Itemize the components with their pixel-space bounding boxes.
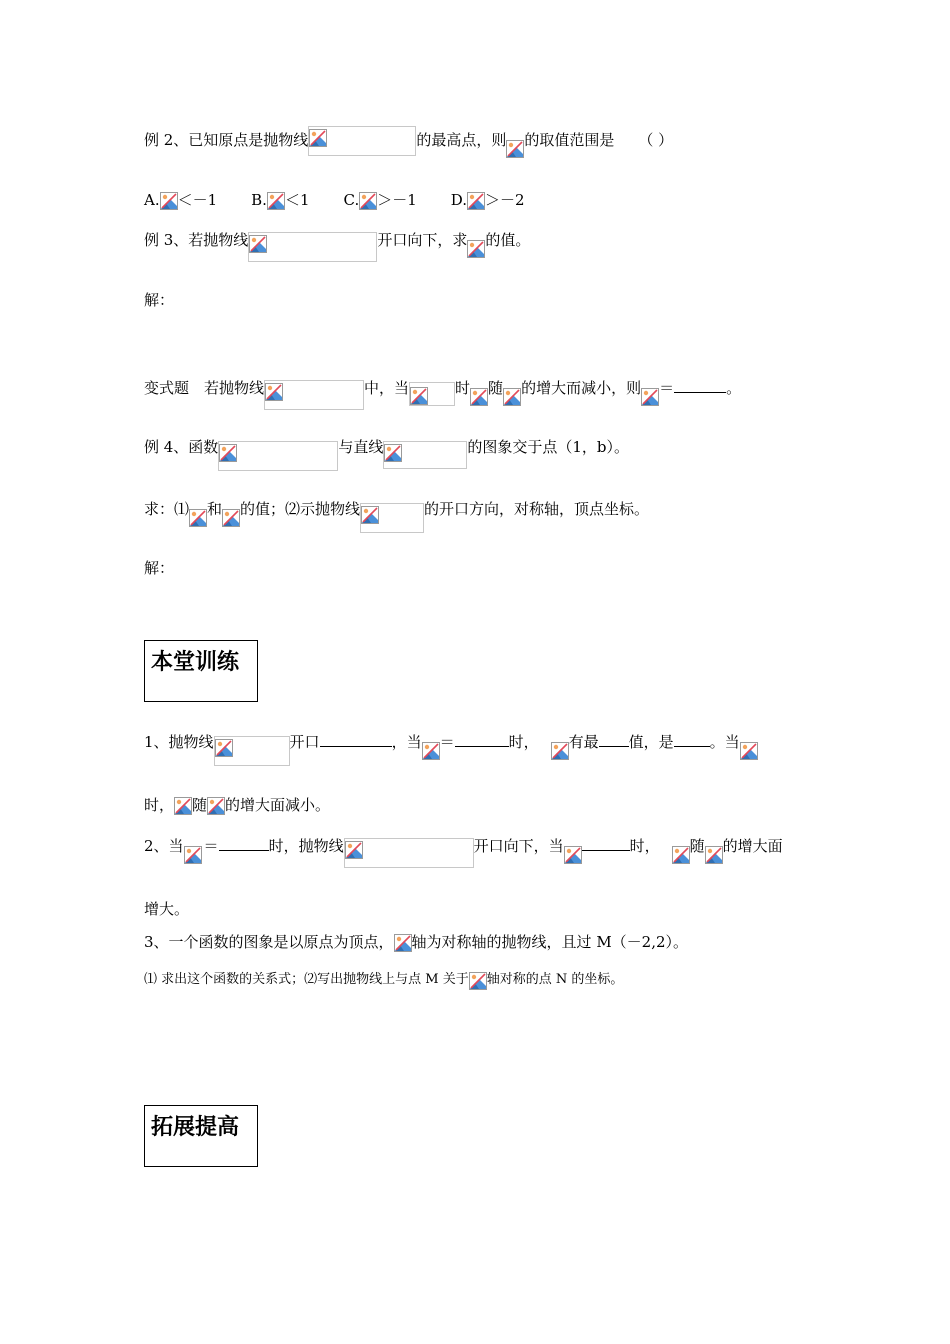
- formula-image: [359, 192, 377, 220]
- broken-image-icon: [189, 509, 207, 527]
- broken-image-icon: [422, 742, 440, 760]
- broken-image-icon: [222, 509, 240, 527]
- answer-paren: （ ）: [638, 131, 674, 149]
- formula-image: [641, 380, 659, 408]
- variant-text: 的增大而减小，则: [521, 379, 642, 397]
- variant-text: 时: [455, 379, 471, 397]
- exercise-1-text: ，当: [391, 733, 422, 751]
- exercise-2-line-2: 增大。: [144, 900, 190, 918]
- solution-label: 解：: [144, 291, 175, 309]
- answer-blank: [599, 732, 629, 747]
- example-3-text: 开口向下，求: [377, 231, 468, 249]
- broken-image-icon: [249, 235, 267, 253]
- exercise-3-text: 轴对称的点 N 的坐标。: [486, 972, 624, 987]
- broken-image-icon: [672, 846, 690, 864]
- example-3-line: [144, 230, 530, 264]
- exercise-2-text: 开口向下，当: [473, 837, 564, 855]
- section-heading: 拓展提高: [144, 1105, 258, 1167]
- formula-image: [174, 797, 192, 825]
- answer-blank: [219, 836, 269, 851]
- formula-image: [394, 934, 412, 962]
- broken-image-icon: [564, 846, 582, 864]
- exercise-2-text: 时，: [629, 837, 660, 855]
- option-c-label: C.: [343, 191, 360, 209]
- broken-image-icon: [551, 742, 569, 760]
- exercise-2-text: ＝: [203, 837, 219, 855]
- formula-image: [264, 380, 364, 410]
- formula-image: [470, 380, 488, 408]
- example-4-text: 与直线: [338, 438, 384, 456]
- formula-image: [207, 797, 225, 825]
- exercise-1-text: ＝: [439, 733, 455, 751]
- options-line: [144, 190, 525, 224]
- broken-image-icon: [641, 388, 659, 406]
- broken-image-icon: [309, 129, 327, 147]
- option-c-text: ＞－1: [377, 191, 417, 209]
- exercise-3-text: 轴为对称轴的抛物线，且过 M（－2,2）。: [411, 933, 689, 951]
- section-heading: 本堂训练: [144, 640, 258, 702]
- formula-image: [506, 132, 524, 160]
- broken-image-icon: [394, 934, 412, 952]
- option-d-label: D.: [450, 191, 468, 209]
- variant-text: 中，当: [364, 379, 410, 397]
- option-a-text: ＜－1: [177, 191, 218, 209]
- exercise-1-text: 。当: [709, 733, 740, 751]
- exercise-1-text: 1、抛物线: [144, 733, 214, 751]
- broken-image-icon: [174, 797, 192, 815]
- broken-image-icon: [467, 240, 485, 258]
- exercise-1-line: [144, 732, 758, 766]
- broken-image-icon: [184, 846, 202, 864]
- formula-image: [222, 501, 240, 529]
- option-a-label: A.: [144, 191, 160, 209]
- formula-image: [267, 192, 285, 220]
- formula-image: [564, 838, 582, 866]
- formula-image: [248, 232, 377, 262]
- variant-text: ＝: [659, 379, 675, 397]
- broken-image-icon: [740, 742, 758, 760]
- exercise-3-text: 3、一个函数的图象是以原点为顶点，: [144, 933, 394, 951]
- question-text: 求：⑴: [144, 500, 190, 518]
- exercise-3-line: [144, 932, 688, 966]
- example-2-text: 的取值范围是: [524, 131, 615, 149]
- exercise-1-text: 随: [192, 796, 208, 814]
- formula-image: [740, 734, 758, 762]
- formula-image: [705, 838, 723, 866]
- question-text: 和: [207, 500, 223, 518]
- formula-image: [672, 838, 690, 866]
- formula-image: [503, 380, 521, 408]
- broken-image-icon: [219, 444, 237, 462]
- formula-image: [383, 441, 467, 469]
- question-text: 的开口方向，对称轴，顶点坐标。: [424, 500, 650, 518]
- formula-image: [214, 736, 290, 766]
- exercise-1-text: 的增大面减小。: [225, 796, 331, 814]
- option-b-label: B.: [251, 191, 267, 209]
- broken-image-icon: [207, 797, 225, 815]
- formula-image: [360, 503, 424, 533]
- formula-image: [184, 838, 204, 866]
- broken-image-icon: [469, 972, 487, 990]
- example-2-line: [144, 130, 673, 164]
- formula-image: [344, 838, 474, 868]
- question-text: 的值；⑵示抛物线: [240, 500, 361, 518]
- example-3-text: 的值。: [485, 231, 531, 249]
- exercise-2-text: 随: [689, 837, 705, 855]
- answer-blank: [674, 378, 726, 393]
- broken-image-icon: [361, 506, 379, 524]
- example-2-text: 的最高点，则: [416, 131, 507, 149]
- broken-image-icon: [215, 739, 233, 757]
- formula-image: [308, 126, 416, 156]
- broken-image-icon: [359, 192, 377, 210]
- exercise-1-text: 有最: [568, 733, 599, 751]
- broken-image-icon: [265, 383, 283, 401]
- exercise-3-text: ⑴ 求出这个函数的关系式；⑵写出抛物线上与点 M 关于: [144, 972, 469, 987]
- exercise-1-text: 开口: [289, 733, 320, 751]
- formula-image: [467, 192, 485, 220]
- broken-image-icon: [506, 140, 524, 158]
- example-3-text: 例 3、若抛物线: [144, 231, 249, 249]
- exercise-2-line: [144, 836, 783, 870]
- exercise-2-text: 的增大面: [722, 837, 783, 855]
- broken-image-icon: [467, 192, 485, 210]
- formula-image: [189, 501, 207, 529]
- variant-text: 随: [488, 379, 504, 397]
- formula-image: [467, 232, 485, 260]
- option-b-text: ＜1: [284, 191, 310, 209]
- broken-image-icon: [345, 841, 363, 859]
- solution-label: 解：: [144, 559, 175, 577]
- exercise-1-text: 时，: [508, 733, 539, 751]
- example-4-line: [144, 437, 629, 471]
- broken-image-icon: [470, 388, 488, 406]
- example-2-text: 例 2、已知原点是抛物线: [144, 131, 309, 149]
- formula-image: [409, 382, 455, 406]
- broken-image-icon: [503, 388, 521, 406]
- broken-image-icon: [267, 192, 285, 210]
- answer-blank: [320, 732, 392, 747]
- exercise-2-text: 2、当: [144, 837, 184, 855]
- broken-image-icon: [384, 444, 402, 462]
- exercise-1-text: 值，是: [628, 733, 674, 751]
- example-4-text: 例 4、函数: [144, 438, 219, 456]
- exercise-2-text: 时，抛物线: [268, 837, 344, 855]
- broken-image-icon: [705, 846, 723, 864]
- formula-image: [469, 972, 487, 1000]
- question-line: [144, 499, 649, 533]
- exercise-1-text: 时，: [144, 796, 175, 814]
- answer-blank: [674, 732, 710, 747]
- broken-image-icon: [160, 192, 178, 210]
- formula-image: [160, 192, 178, 220]
- answer-blank: [582, 836, 630, 851]
- broken-image-icon: [410, 387, 428, 405]
- formula-image: [551, 734, 569, 762]
- example-4-text: 的图象交于点（1，b）。: [467, 438, 629, 456]
- exercise-1-line-2: [144, 795, 330, 829]
- exercise-3-line-2: [144, 970, 623, 1004]
- formula-image: [218, 441, 338, 471]
- answer-blank: [455, 732, 509, 747]
- option-d-text: ＞－2: [485, 191, 525, 209]
- variant-text: 变式题 若抛物线: [144, 379, 265, 397]
- variant-line: [144, 378, 741, 412]
- variant-text: 。: [726, 379, 742, 397]
- formula-image: [422, 734, 440, 762]
